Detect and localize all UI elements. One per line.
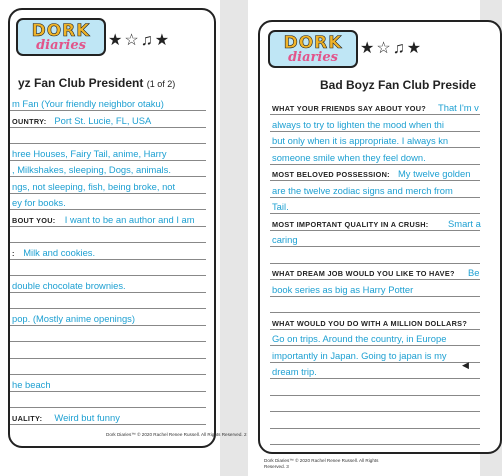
field-answer: Port St. Lucie, FL, USA bbox=[54, 114, 152, 126]
form-rule bbox=[270, 378, 480, 379]
form-rule bbox=[10, 193, 206, 194]
form-rule bbox=[10, 424, 206, 425]
form-rule bbox=[10, 209, 206, 210]
form-rule bbox=[10, 259, 206, 260]
page-footer: Dork Diaries™ © 2020 Rachel Renee Russell. All Rights Reserved. 2 bbox=[106, 432, 247, 437]
field-answer: Go on trips. Around the country, in Europe bbox=[272, 333, 447, 344]
form-rule bbox=[10, 110, 206, 111]
stars-music-icon: ★☆♫★ bbox=[360, 40, 424, 57]
form-rule bbox=[10, 341, 206, 342]
arrow-icon: ◀ bbox=[462, 360, 469, 370]
form-rule bbox=[270, 147, 480, 148]
field-answer: Smart a bbox=[448, 217, 481, 229]
field-answer: are the twelve zodiac signs and merch from bbox=[272, 184, 453, 196]
form-rule bbox=[270, 296, 480, 297]
field-answer: hree Houses, Fairy Tail, anime, Harry bbox=[12, 147, 167, 159]
field-answer: ey for books. bbox=[12, 197, 66, 208]
form-rule bbox=[270, 329, 480, 330]
form-rule bbox=[270, 114, 480, 115]
form-rule bbox=[270, 345, 480, 346]
field-answer: dream trip. bbox=[272, 366, 317, 377]
field-answer: ngs, not sleeping, fish, being broke, not bbox=[12, 180, 176, 192]
form-rule bbox=[270, 362, 480, 363]
field-label: UALITY: bbox=[12, 413, 43, 423]
form-rule bbox=[270, 230, 480, 231]
field-answer: book series as big as Harry Potter bbox=[272, 283, 414, 295]
field-answer: Milk and cookies. bbox=[23, 246, 96, 258]
page-one bbox=[0, 0, 247, 476]
stars-music-icon: ★☆♫★ bbox=[108, 32, 172, 49]
field-label: BOUT YOU: bbox=[12, 215, 56, 225]
field-answer: importantly in Japan. Going to japan is my bbox=[272, 349, 447, 361]
form-rule bbox=[270, 263, 480, 264]
field-answer: Tail. bbox=[272, 201, 289, 212]
form-rule bbox=[10, 358, 206, 359]
form-rule bbox=[270, 411, 480, 412]
field-answer: m Fan (Your friendly neighbor otaku) bbox=[12, 98, 164, 109]
page-two bbox=[248, 0, 480, 476]
field-label: MOST BELOVED POSSESSION: bbox=[272, 170, 390, 179]
field-answer: double chocolate brownies. bbox=[12, 279, 126, 291]
page-title: Bad Boyz Fan Club Preside bbox=[320, 78, 477, 92]
field-answer: caring bbox=[272, 234, 298, 245]
page-footer-line1: Dork Diaries™ © 2020 Rachel Renee Russell. All Rights bbox=[264, 458, 379, 463]
dork-diaries-logo: DORK diaries bbox=[16, 18, 106, 56]
field-answer: always to try to lighten the mood when thi bbox=[272, 118, 444, 130]
field-label: WHAT DREAM JOB WOULD YOU LIKE TO HAVE? bbox=[272, 269, 455, 278]
form-rule bbox=[10, 127, 206, 128]
field-label: WHAT WOULD YOU DO WITH A MILLION DOLLARS? bbox=[272, 318, 468, 328]
form-rule bbox=[10, 374, 206, 375]
form-rule bbox=[270, 197, 480, 198]
field-answer: I want to be an author and I am bbox=[64, 213, 195, 225]
form-rule bbox=[10, 226, 206, 227]
form-rule bbox=[10, 391, 206, 392]
field-label: : bbox=[12, 248, 15, 258]
form-rule bbox=[270, 131, 480, 132]
form-rule bbox=[270, 428, 480, 429]
form-rule bbox=[10, 325, 206, 326]
form-rule bbox=[10, 176, 206, 177]
field-answer: Be bbox=[468, 267, 480, 278]
field-answer: someone smile when they feel down. bbox=[272, 151, 426, 163]
field-answer: , Milkshakes, sleeping, Dogs, animals. bbox=[12, 164, 171, 175]
form-rule bbox=[270, 180, 480, 181]
field-label: MOST IMPORTANT QUALITY IN A CRUSH: bbox=[272, 219, 429, 229]
form-rule bbox=[10, 143, 206, 144]
field-answer: but only when it is appropriate. I always kn bbox=[272, 135, 449, 146]
field-answer: That I'm v bbox=[438, 102, 479, 113]
form-rule bbox=[10, 407, 206, 408]
form-rule bbox=[10, 292, 206, 293]
form-rule bbox=[10, 308, 206, 309]
form-rule bbox=[270, 312, 480, 313]
page-footer-line2: Reserved. 3 bbox=[264, 464, 289, 469]
field-answer: pop. (Mostly anime openings) bbox=[12, 312, 135, 324]
form-rule bbox=[270, 444, 480, 445]
form-rule bbox=[10, 275, 206, 276]
dork-diaries-logo: DORK diaries bbox=[268, 30, 358, 68]
page-title: yz Fan Club President (1 of 2) bbox=[18, 76, 176, 90]
form-rule bbox=[270, 246, 480, 247]
field-label: OUNTRY: bbox=[12, 116, 47, 126]
form-rule bbox=[10, 160, 206, 161]
form-rule bbox=[270, 395, 480, 396]
form-rule bbox=[270, 279, 480, 280]
field-answer: Weird but funny bbox=[54, 411, 120, 423]
form-rule bbox=[270, 164, 480, 165]
form-rule bbox=[10, 242, 206, 243]
field-label: WHAT YOUR FRIENDS SAY ABOUT YOU? bbox=[272, 104, 427, 113]
field-answer: he beach bbox=[12, 378, 51, 390]
field-answer: My twelve golden bbox=[398, 168, 471, 179]
form-rule bbox=[270, 213, 480, 214]
